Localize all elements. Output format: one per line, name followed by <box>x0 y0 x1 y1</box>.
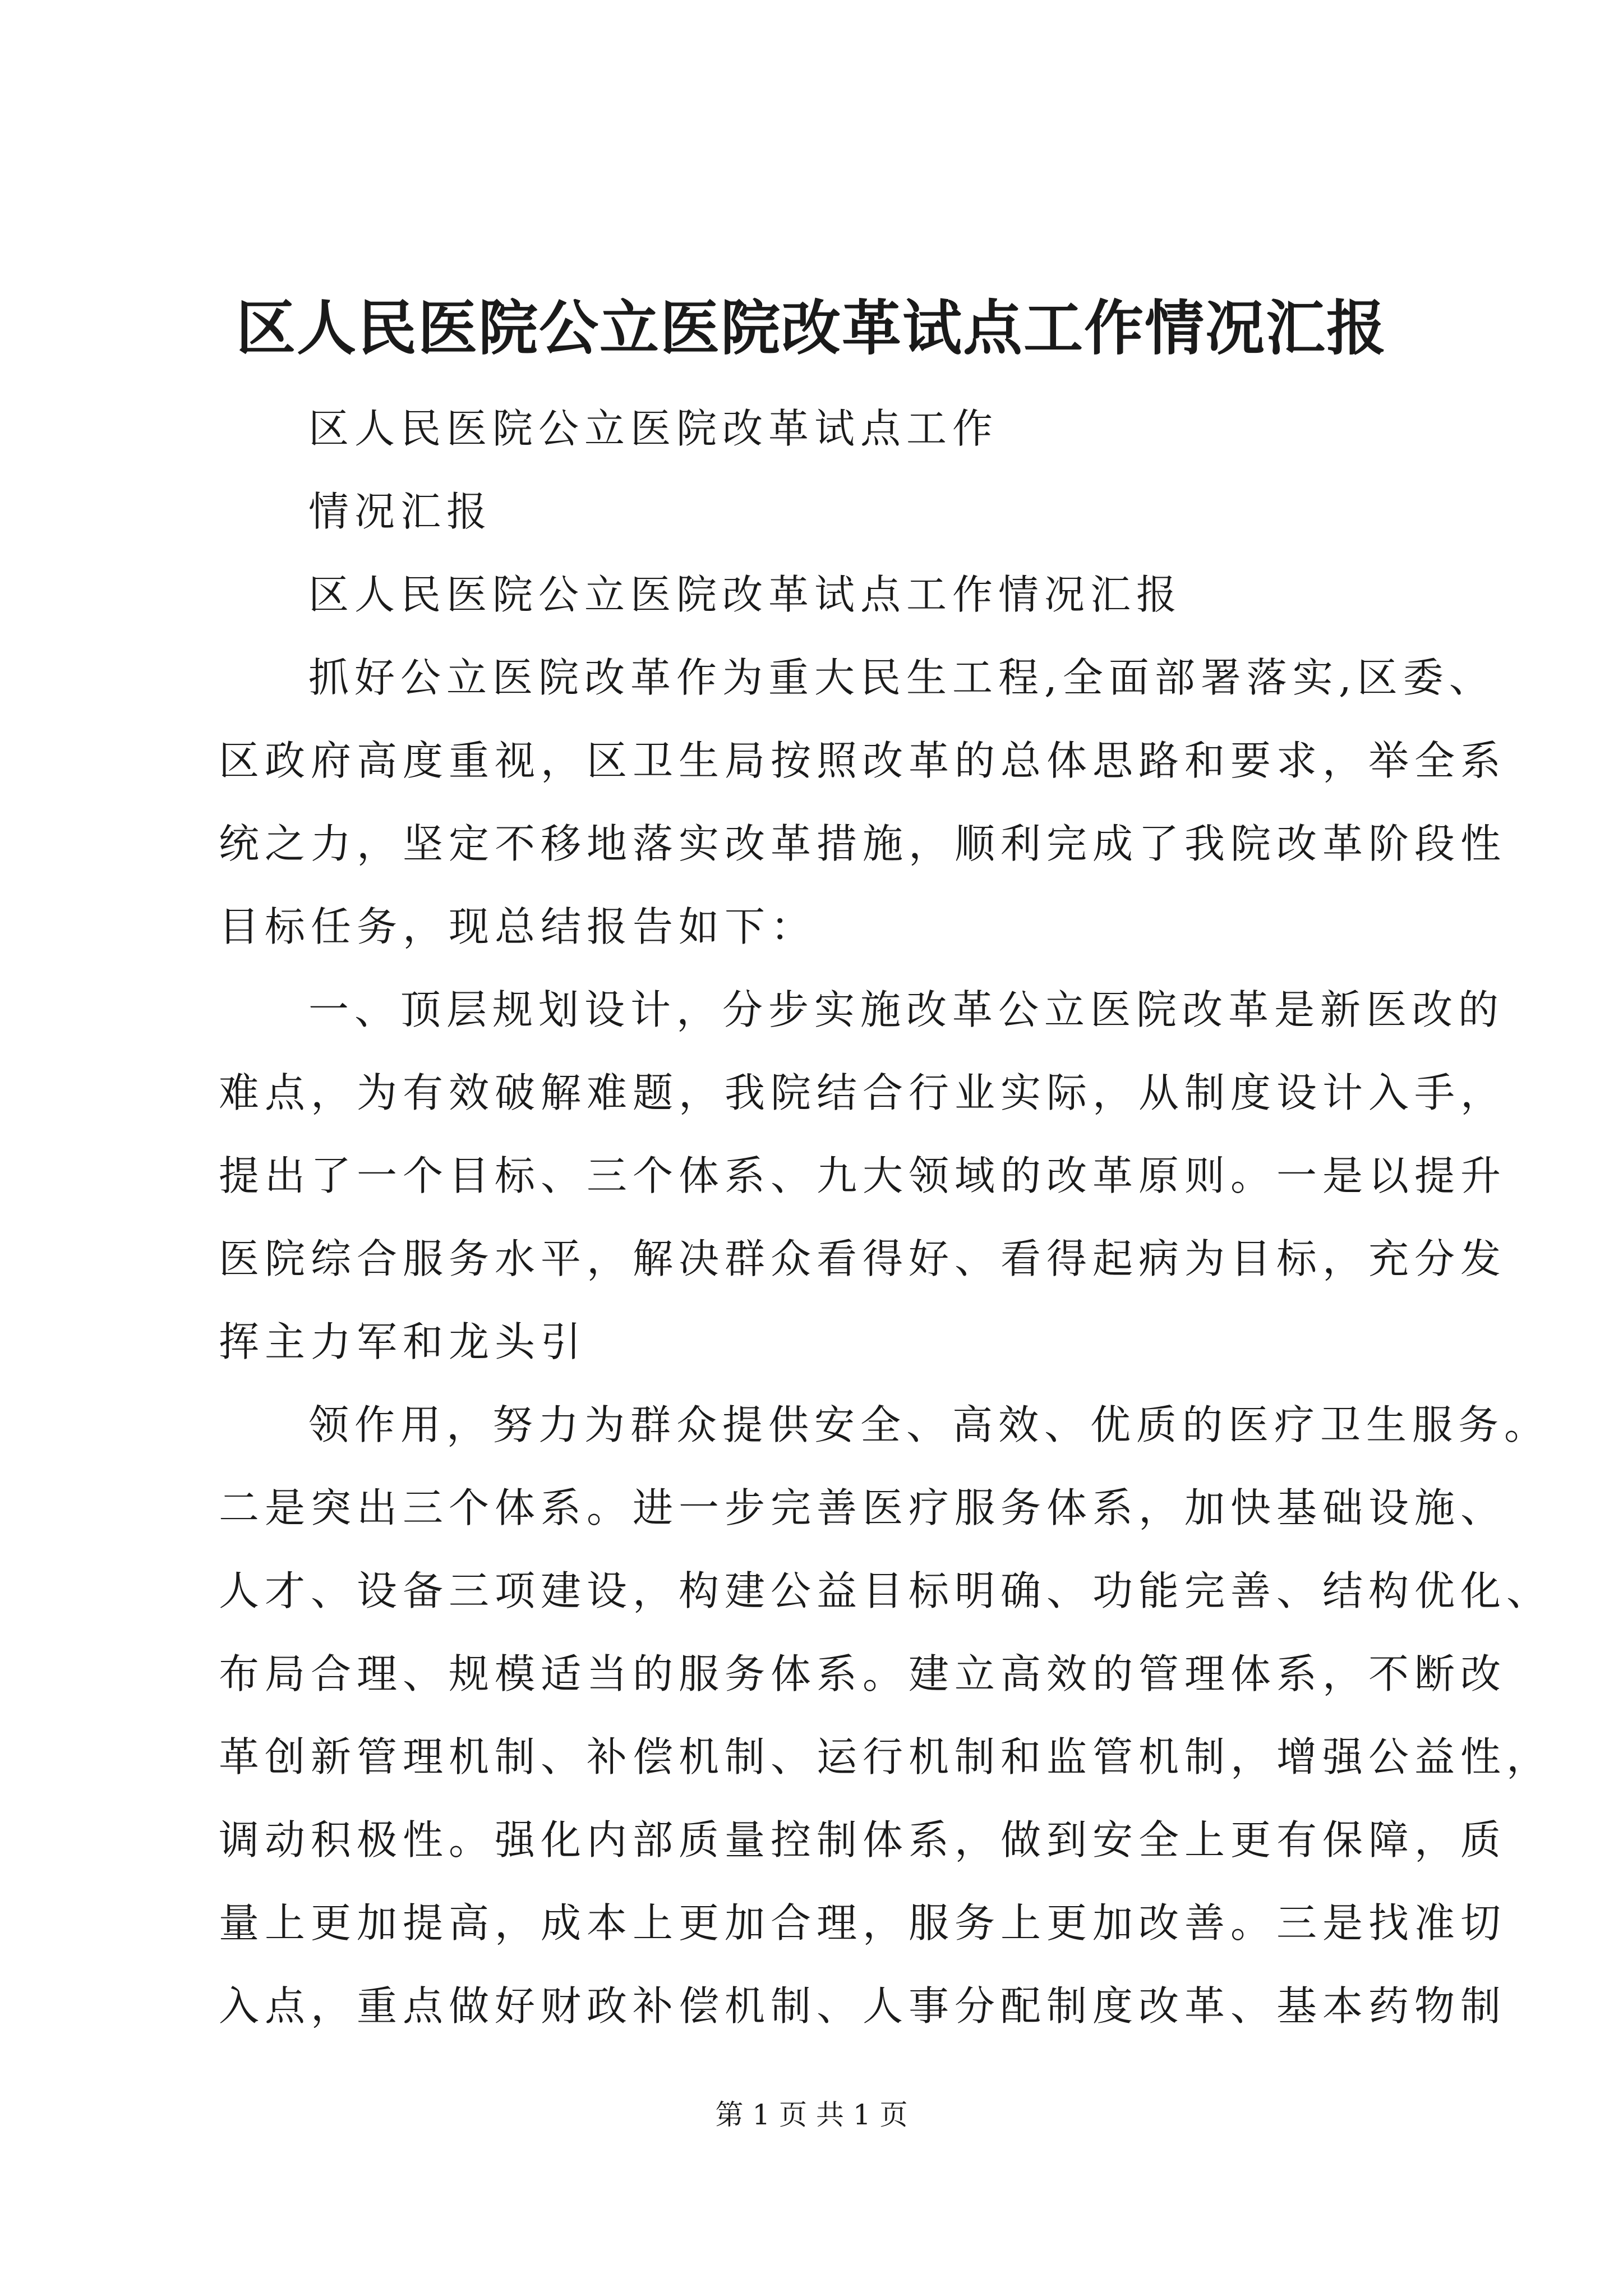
body-line: 入点，重点做好财政补偿机制、人事分配制度改革、基本药物制 <box>219 1982 1507 2030</box>
document-title: 区人民医院公立医院改革试点工作情况汇报 <box>236 293 1387 363</box>
page-footer: 第 1 页 共 1 页 <box>715 2099 908 2131</box>
body-line: 医院综合服务水平，解决群众看得好、看得起病为目标，充分发 <box>219 1235 1507 1282</box>
body-line: 区人民医院公立医院改革试点工作 <box>308 405 999 452</box>
body-line: 量上更加提高，成本上更加合理，服务上更加改善。三是找准切 <box>219 1899 1507 1947</box>
body-line: 挥主力军和龙头引 <box>219 1318 587 1365</box>
body-line: 目标任务，现总结报告如下： <box>219 903 817 950</box>
body-line: 统之力，坚定不移地落实改革措施，顺利完成了我院改革阶段性 <box>219 820 1507 867</box>
body-line: 二是突出三个体系。进一步完善医疗服务体系，加快基础设施、 <box>219 1484 1507 1531</box>
body-line: 一、顶层规划设计，分步实施改革公立医院改革是新医改的 <box>308 986 1505 1033</box>
body-line: 人才、设备三项建设，构建公益目标明确、功能完善、结构优化、 <box>219 1567 1553 1614</box>
body-line: 革创新管理机制、补偿机制、运行机制和监管机制，增强公益性， <box>219 1733 1553 1780</box>
body-line: 提出了一个目标、三个体系、九大领域的改革原则。一是以提升 <box>219 1152 1507 1199</box>
body-line: 区人民医院公立医院改革试点工作情况汇报 <box>308 571 1183 618</box>
body-line: 难点，为有效破解难题，我院结合行业实际，从制度设计入手， <box>219 1069 1507 1116</box>
body-line: 情况汇报 <box>308 488 493 535</box>
body-line: 抓好公立医院改革作为重大民生工程,全面部署落实,区委、 <box>308 654 1495 701</box>
body-line: 布局合理、规模适当的服务体系。建立高效的管理体系，不断改 <box>219 1650 1507 1697</box>
body-line: 区政府高度重视，区卫生局按照改革的总体思路和要求，举全系 <box>219 737 1507 784</box>
document-body <box>219 387 1553 2047</box>
body-line: 领作用，努力为群众提供安全、高效、优质的医疗卫生服务。 <box>308 1401 1551 1448</box>
body-line: 调动积极性。强化内部质量控制体系，做到安全上更有保障，质 <box>219 1816 1507 1864</box>
